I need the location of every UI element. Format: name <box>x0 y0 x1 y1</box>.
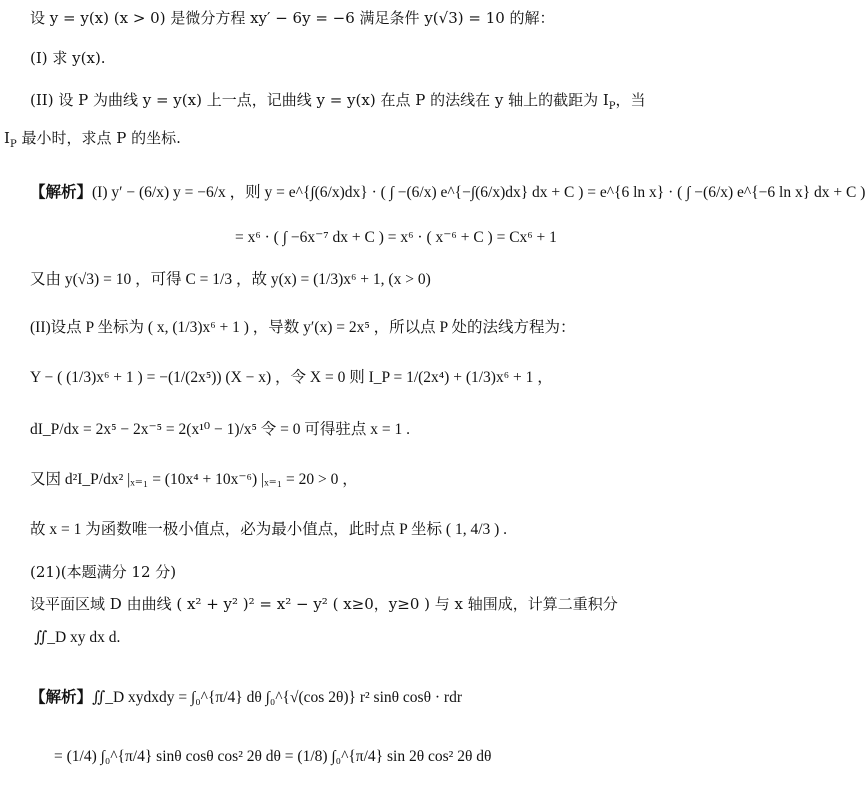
intercept-symbol: I <box>4 129 10 147</box>
problem-20-part-1: (I) 求 y(x). <box>30 49 106 67</box>
solution-tag: 【解析】 <box>30 689 93 706</box>
part-2-subscript: P <box>608 101 616 112</box>
solution-21-line-2: = (1/4) ∫₀^{π/4} sinθ cosθ cos² 2θ dθ = (1/8) ∫₀^{π/4} sin 2θ cos² 2θ dθ <box>54 748 492 765</box>
part-2-cont-subscript: P <box>9 139 17 150</box>
solution-21-line-1 <box>30 688 640 708</box>
problem-21-statement: 设平面区域 D 由曲线 ( x² + y² )² = x² − y² ( x≥0，y≥0 ) 与 x 轴围成，计算二重积分 <box>30 595 618 613</box>
solution-20-line-8: 故 x = 1 为函数唯一极小值点，必为最小值点，此时点 P 坐标 ( 1, 4/3 ) . <box>30 521 508 538</box>
solution-20-line-1 <box>30 183 865 203</box>
solution-20-line-4: (II)设点 P 坐标为 ( x, (1/3)x⁶ + 1 ) ，导数 y′(x) = 2x⁵ ，所以点 P 处的法线方程为： <box>30 319 576 336</box>
solution-20-line-7: 又因 d²I_P/dx² |ₓ₌₁ = (10x⁴ + 10x⁻⁶) |ₓ₌₁ = 20 > 0 ， <box>30 471 358 488</box>
problem-20-part-2-cont <box>4 128 640 155</box>
solution-20-line-5: Y − ( (1/3)x⁶ + 1 ) = −(1/(2x⁵)) (X − x) ，令 X = 0 则 I_P = 1/(2x⁴) + (1/3)x⁶ + 1 ， <box>30 369 553 386</box>
solution-20-line-3: 又由 y(√3) = 10 ，可得 C = 1/3 ，故 y(x) = (1/3)x⁶ + 1, (x > 0) <box>30 271 431 288</box>
problem-21-header: (21)(本题满分 12 分) <box>30 563 177 581</box>
problem-20-statement: 设 y = y(x) (x > 0) 是微分方程 xy′ − 6y = −6 满足条件 y(√3) = 10 的解： <box>30 9 555 27</box>
solution-tag: 【解析】 <box>30 184 93 201</box>
solution-20-step-1: (I) y′ − (6/x) y = −6/x ，则 y = e^{∫(6/x)dx} · ( ∫ −(6/x) e^{−∫(6/x)dx} dx + C ) = e^{6 ln x} · ( ∫ −(6/x) e^{−6 ln x} dx + C ) <box>92 184 865 201</box>
part-2-tail: ，当 <box>615 91 646 109</box>
solution-20-line-2: = x⁶ · ( ∫ −6x⁻⁷ dx + C ) = x⁶ · ( x⁻⁶ + C ) = Cx⁶ + 1 <box>235 229 557 246</box>
problem-20-part-2 <box>30 90 646 117</box>
solution-20-line-6: dI_P/dx = 2x⁵ − 2x⁻⁵ = 2(x¹⁰ − 1)/x⁵ 令 = 0 可得驻点 x = 1 . <box>30 421 411 438</box>
problem-21-integral: ∬_D xy dx d. <box>34 629 121 646</box>
solution-21-step-1: ∬_D xydxdy = ∫₀^{π/4} dθ ∫₀^{√(cos 2θ)} r² sinθ cosθ · rdr <box>92 689 462 706</box>
part-2-text: (II) 设 P 为曲线 y = y(x) 上一点，记曲线 y = y(x) 在点 P 的法线在 y 轴上的截距为 I <box>30 91 609 109</box>
part-2-cont-text: 最小时，求点 P 的坐标. <box>16 129 181 147</box>
